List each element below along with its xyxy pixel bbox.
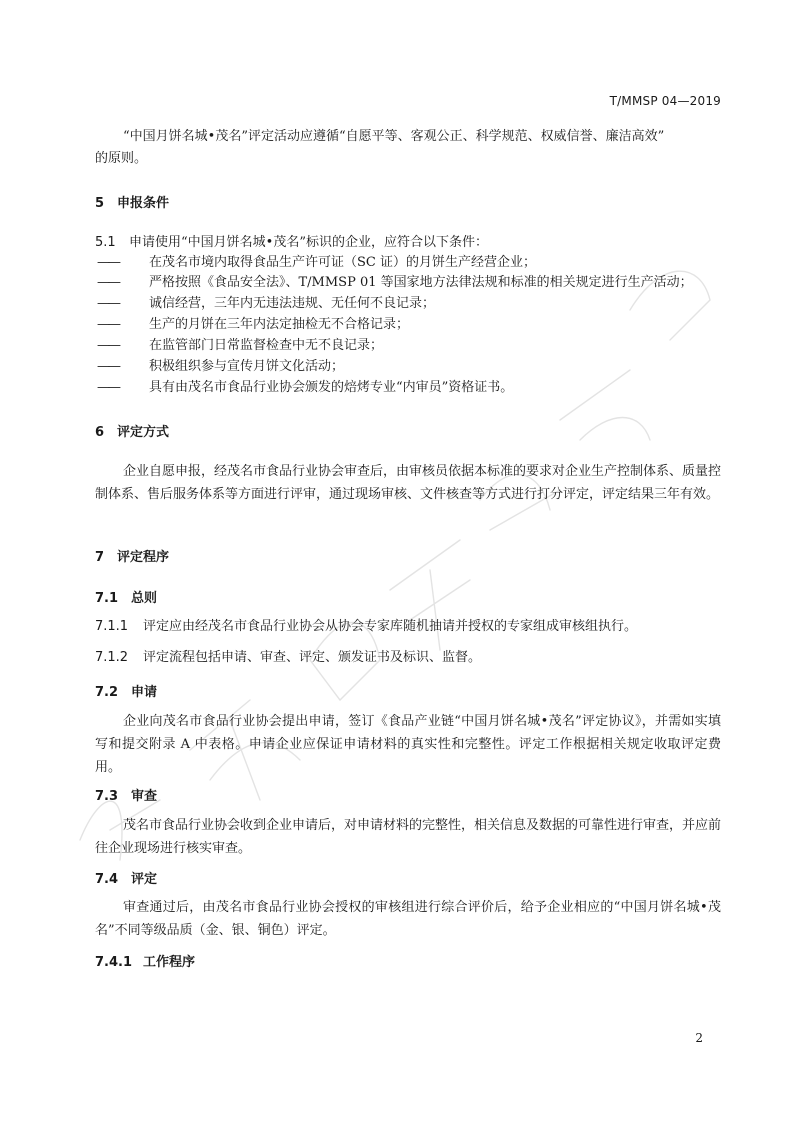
section-title: 申请 xyxy=(131,685,158,700)
section-number: 7.4.1 xyxy=(95,955,133,970)
clause-text: 评定流程包括申请、审查、评定、颁发证书及标识、监督。 xyxy=(143,650,482,665)
list-item: —— 在茂名市境内取得食品生产许可证（SC 证）的月饼生产经营企业； xyxy=(97,255,536,270)
clause-7-1-2 xyxy=(95,649,721,667)
clause-5-1 xyxy=(95,234,721,252)
dash-marker: —— xyxy=(97,296,119,311)
section-number: 7.1 xyxy=(95,591,119,606)
section-6-heading xyxy=(95,421,169,440)
section-7-heading xyxy=(95,546,169,565)
dash-marker: —— xyxy=(97,317,119,332)
intro-line-1: “中国月饼名城•茂名”评定活动应遵循“自愿平等、客观公正、科学规范、权威信誉、廉洁高效” xyxy=(123,129,665,144)
list-item: —— 积极组织参与宣传月饼文化活动； xyxy=(97,359,345,374)
list-item: —— 诚信经营，三年内无违法违规、无任何不良记录； xyxy=(97,296,436,311)
clause-number: 5.1 xyxy=(95,235,116,250)
page-number: 2 xyxy=(695,1031,703,1045)
section-number: 7 xyxy=(95,550,105,565)
dash-marker: —— xyxy=(97,275,119,290)
section-6-text: 企业自愿申报，经茂名市食品行业协会审查后，由审核员依据本标准的要求对企业生产控制体系、质量控制体系、售后服务体系等方面进行评审，通过现场审核、文件核查等方式进行打分评定，评定结果三年有效。 xyxy=(95,464,722,502)
section-7-2-text: 企业向茂名市食品行业协会提出申请，签订《食品产业链“中国月饼名城•茂名”评定协议》，并需如实填写和提交附录 A 中表格。申请企业应保证申请材料的真实性和完整性。评定工作根据相关规定收取评定费用。 xyxy=(95,714,721,775)
section-number: 6 xyxy=(95,425,105,440)
clause-text: 评定应由经茂名市食品行业协会从协会专家库随机抽请并授权的专家组成审核组执行。 xyxy=(143,619,638,634)
section-title: 评定方式 xyxy=(117,425,170,440)
list-item: —— 严格按照《食品安全法》、T/MMSP 01 等国家地方法律法规和标准的相关规定进行生产活动； xyxy=(97,275,693,290)
section-title: 总则 xyxy=(131,591,158,606)
section-number: 7.3 xyxy=(95,789,119,804)
section-7-4-1-heading xyxy=(95,951,195,970)
section-number: 7.4 xyxy=(95,872,119,887)
section-number: 7.2 xyxy=(95,685,119,700)
section-7-1-heading xyxy=(95,587,157,606)
clause-number: 7.1.2 xyxy=(95,650,129,665)
section-7-3-heading xyxy=(95,785,157,804)
clause-text: 申请使用“中国月饼名城•茂名”标识的企业，应符合以下条件： xyxy=(129,235,488,250)
list-item: —— 生产的月饼在三年内法定抽检无不合格记录； xyxy=(97,317,410,332)
section-title: 工作程序 xyxy=(143,955,196,970)
section-title: 评定程序 xyxy=(117,550,170,565)
dash-marker: —— xyxy=(97,359,119,374)
section-5-heading xyxy=(95,192,169,211)
list-item: —— 具有由茂名市食品行业协会颁发的焙烤专业“内审员”资格证书。 xyxy=(97,380,514,395)
clause-number: 7.1.1 xyxy=(95,619,129,634)
section-title: 申报条件 xyxy=(117,196,170,211)
section-7-3-text: 茂名市食品行业协会收到企业申请后，对申请材料的完整性，相关信息及数据的可靠性进行审查，并应前往企业现场进行核实审查。 xyxy=(95,818,722,856)
intro-line-2: 的原则。 xyxy=(95,151,148,166)
dash-marker: —— xyxy=(97,255,119,270)
section-7-4-heading xyxy=(95,868,157,887)
dash-marker: —— xyxy=(97,380,119,395)
section-title: 审查 xyxy=(131,789,158,804)
document-code: T/MMSP 04—2019 xyxy=(609,94,721,108)
section-7-4-text: 审查通过后，由茂名市食品行业协会授权的审核组进行综合评价后，给予企业相应的“中国月饼名城•茂名”不同等级品质（金、银、铜色）评定。 xyxy=(95,900,721,938)
clause-7-1-1 xyxy=(95,618,721,636)
section-7-2-heading xyxy=(95,681,157,700)
section-number: 5 xyxy=(95,196,105,211)
list-item: —— 在监管部门日常监督检查中无不良记录； xyxy=(97,338,384,353)
dash-marker: —— xyxy=(97,338,119,353)
section-title: 评定 xyxy=(131,872,158,887)
